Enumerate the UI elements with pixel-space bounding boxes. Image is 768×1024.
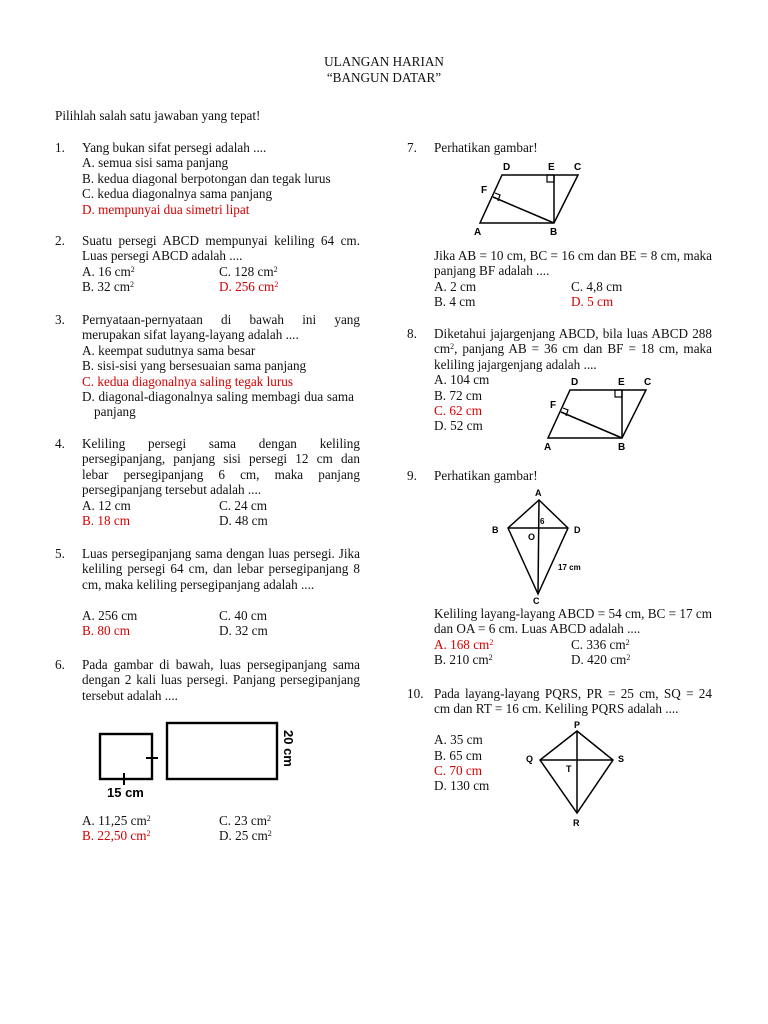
option-b[interactable]: B. sisi-sisi yang bersesuaian sama panjang xyxy=(82,358,307,374)
option-a[interactable]: A. 256 cm xyxy=(82,607,138,623)
option-c[interactable]: C. 40 cm xyxy=(219,607,267,623)
label-a: A xyxy=(544,442,552,452)
option-c[interactable]: C. 23 $cm^2$ xyxy=(219,813,271,828)
label-a: A xyxy=(535,488,542,498)
option-c-answer[interactable]: C. 70 cm xyxy=(434,762,482,778)
question-number: 8. xyxy=(407,326,417,341)
option-a[interactable]: A. 12 cm xyxy=(82,497,131,513)
option-b-answer[interactable]: B. 80 cm xyxy=(82,622,130,638)
question-number: 1. xyxy=(55,140,65,155)
label-d: D xyxy=(503,162,511,173)
option-d-answer[interactable]: D. 5 cm xyxy=(571,294,614,310)
question-stem: Yang bukan sifat persegi adalah .... xyxy=(82,140,267,155)
question-stem: Pada layang-layang PQRS, PR = 25 cm, SQ = 24 cm dan RT = 16 cm. Keliling PQRS adalah .... xyxy=(434,686,712,717)
label-c: C xyxy=(644,377,652,388)
label-d: D xyxy=(574,525,581,535)
label-b: B xyxy=(492,525,499,535)
question-text: Keliling layang-layang ABCD = 54 cm, BC = 17 cm dan OA = 6 cm. Luas ABCD adalah .... xyxy=(434,606,712,637)
option-d[interactable]: D. 32 cm xyxy=(219,622,268,638)
option-d[interactable]: D. 130 cm xyxy=(434,778,490,794)
label-f: F xyxy=(550,400,557,411)
label-oa: 6 xyxy=(540,517,545,526)
option-b[interactable]: B. 65 cm xyxy=(434,747,482,763)
option-b[interactable]: B. 4 cm xyxy=(434,294,476,310)
option-c[interactable]: C. kedua diagonalnya sama panjang xyxy=(82,186,273,202)
option-c[interactable]: C. 128 $cm^2$ xyxy=(219,263,278,279)
question-number: 7. xyxy=(407,140,417,155)
option-d[interactable]: D. 48 cm xyxy=(219,512,268,528)
question-number: 2. xyxy=(55,233,65,248)
label-f: F xyxy=(481,185,488,196)
option-a[interactable]: A. 16 $cm^2$ xyxy=(82,263,135,279)
option-d[interactable]: D. 52 cm xyxy=(434,418,483,434)
option-a[interactable]: A. 2 cm xyxy=(434,278,477,294)
option-c[interactable]: C. 336 $cm^2$ xyxy=(571,636,630,652)
page-subtitle: “BANGUN DATAR” xyxy=(326,70,442,85)
label-c: C xyxy=(533,596,540,606)
label-r: R xyxy=(573,818,580,828)
option-b[interactable]: B. 72 cm xyxy=(434,387,482,403)
option-a[interactable]: A. 11,25 $cm^2$ xyxy=(82,813,151,828)
rectangle-side-label: 20 cm xyxy=(281,730,296,767)
parallelogram-figure-7 xyxy=(470,157,590,237)
question-stem: Diketahui jajargenjang ABCD, bila luas ABCD 288 $cm^2$, panjang AB = 36 cm dan BF = 18 cm, maka keliling jajargenjang adalah .... xyxy=(434,326,712,372)
option-c-answer[interactable]: C. kedua diagonalnya saling tegak lurus xyxy=(82,373,293,389)
question-stem: Pernyataan-pernyataan di bawah ini yang merupakan sifat layang-layang adalah .... xyxy=(82,312,360,343)
option-b[interactable]: B. 32 $cm^2$ xyxy=(82,279,134,295)
label-o: O xyxy=(528,532,536,542)
option-a[interactable]: A. 104 cm xyxy=(434,372,490,388)
option-d-answer[interactable]: D. 256 $cm^2$ xyxy=(219,279,279,295)
option-b-answer[interactable]: B. 22,50 $cm^2$ xyxy=(82,828,151,844)
option-a-answer[interactable]: A. 168 $cm^2$ xyxy=(434,636,494,652)
instruction: Pilihlah salah satu jawaban yang tepat! xyxy=(55,108,261,123)
square-shape xyxy=(100,734,152,779)
option-c[interactable]: C. 24 cm xyxy=(219,497,267,513)
square-side-label: 15 cm xyxy=(107,785,144,800)
question-stem: Luas persegipanjang sama dengan luas persegi. Jika keliling persegi 64 cm, dan lebar persegipanjang 8 cm, maka keliling persegipanjang adalah .... xyxy=(82,546,360,592)
label-e: E xyxy=(618,377,625,388)
question-text: Jika AB = 10 cm, BC = 16 cm dan BE = 8 cm, maka panjang BF adalah .... xyxy=(434,248,712,279)
label-e: E xyxy=(548,162,555,173)
label-d: D xyxy=(571,377,579,388)
option-a[interactable]: A. semua sisi sama panjang xyxy=(82,155,229,171)
option-a[interactable]: A. keempat sudutnya sama besar xyxy=(82,342,256,358)
question-stem: Suatu persegi ABCD mempunyai keliling 64 cm. Luas persegi ABCD adalah .... xyxy=(82,233,360,264)
question-number: 10. xyxy=(407,686,424,701)
label-q: Q xyxy=(526,754,534,764)
label-a: A xyxy=(474,227,482,237)
question-number: 4. xyxy=(55,436,65,451)
page-title: ULANGAN HARIAN xyxy=(324,54,444,69)
option-c[interactable]: C. 4,8 cm xyxy=(571,278,623,294)
option-c-answer[interactable]: C. 62 cm xyxy=(434,402,482,418)
option-b[interactable]: B. kedua diagonal berpotongan dan tegak lurus xyxy=(82,170,331,186)
label-s: S xyxy=(618,754,625,764)
option-d[interactable] xyxy=(82,389,354,420)
option-d[interactable]: D. 420 $cm^2$ xyxy=(571,652,631,668)
square-rectangle-figure xyxy=(90,716,305,804)
question-number: 5. xyxy=(55,546,65,561)
kite-figure-9 xyxy=(486,484,596,606)
question-number: 9. xyxy=(407,468,417,483)
question-stem: Perhatikan gambar! xyxy=(434,468,538,483)
parallelogram-figure-8 xyxy=(538,372,663,452)
rectangle-shape xyxy=(167,723,277,779)
option-b[interactable]: B. 210 $cm^2$ xyxy=(434,652,493,668)
label-t: T xyxy=(566,764,572,774)
label-c: C xyxy=(574,162,582,173)
option-d-answer[interactable]: D. mempunyai dua simetri lipat xyxy=(82,201,250,217)
question-number: 3. xyxy=(55,312,65,327)
label-b: B xyxy=(618,442,626,452)
kite-figure-10 xyxy=(520,718,632,830)
question-stem: Keliling persegi sama dengan keliling persegipanjang, panjang sisi persegi 12 cm dan lebar persegipanjang 6 cm, maka panjang persegipanjang tersebut adalah .... xyxy=(82,436,360,498)
option-d-text: D. diagonal-diagonalnya saling membagi dua sama panjang xyxy=(82,388,354,420)
question-number: 6. xyxy=(55,657,65,672)
label-bc: 17 cm xyxy=(558,563,581,572)
option-b-answer[interactable]: B. 18 cm xyxy=(82,512,130,528)
label-b: B xyxy=(550,227,558,237)
question-stem: Perhatikan gambar! xyxy=(434,140,538,155)
label-p: P xyxy=(574,720,581,730)
option-a[interactable]: A. 35 cm xyxy=(434,732,483,748)
question-stem: Pada gambar di bawah, luas persegipanjang sama dengan 2 kali luas persegi. Panjang persegipanjang tersebut adalah .... xyxy=(82,657,360,703)
option-d[interactable]: D. 25 $cm^2$ xyxy=(219,828,272,844)
